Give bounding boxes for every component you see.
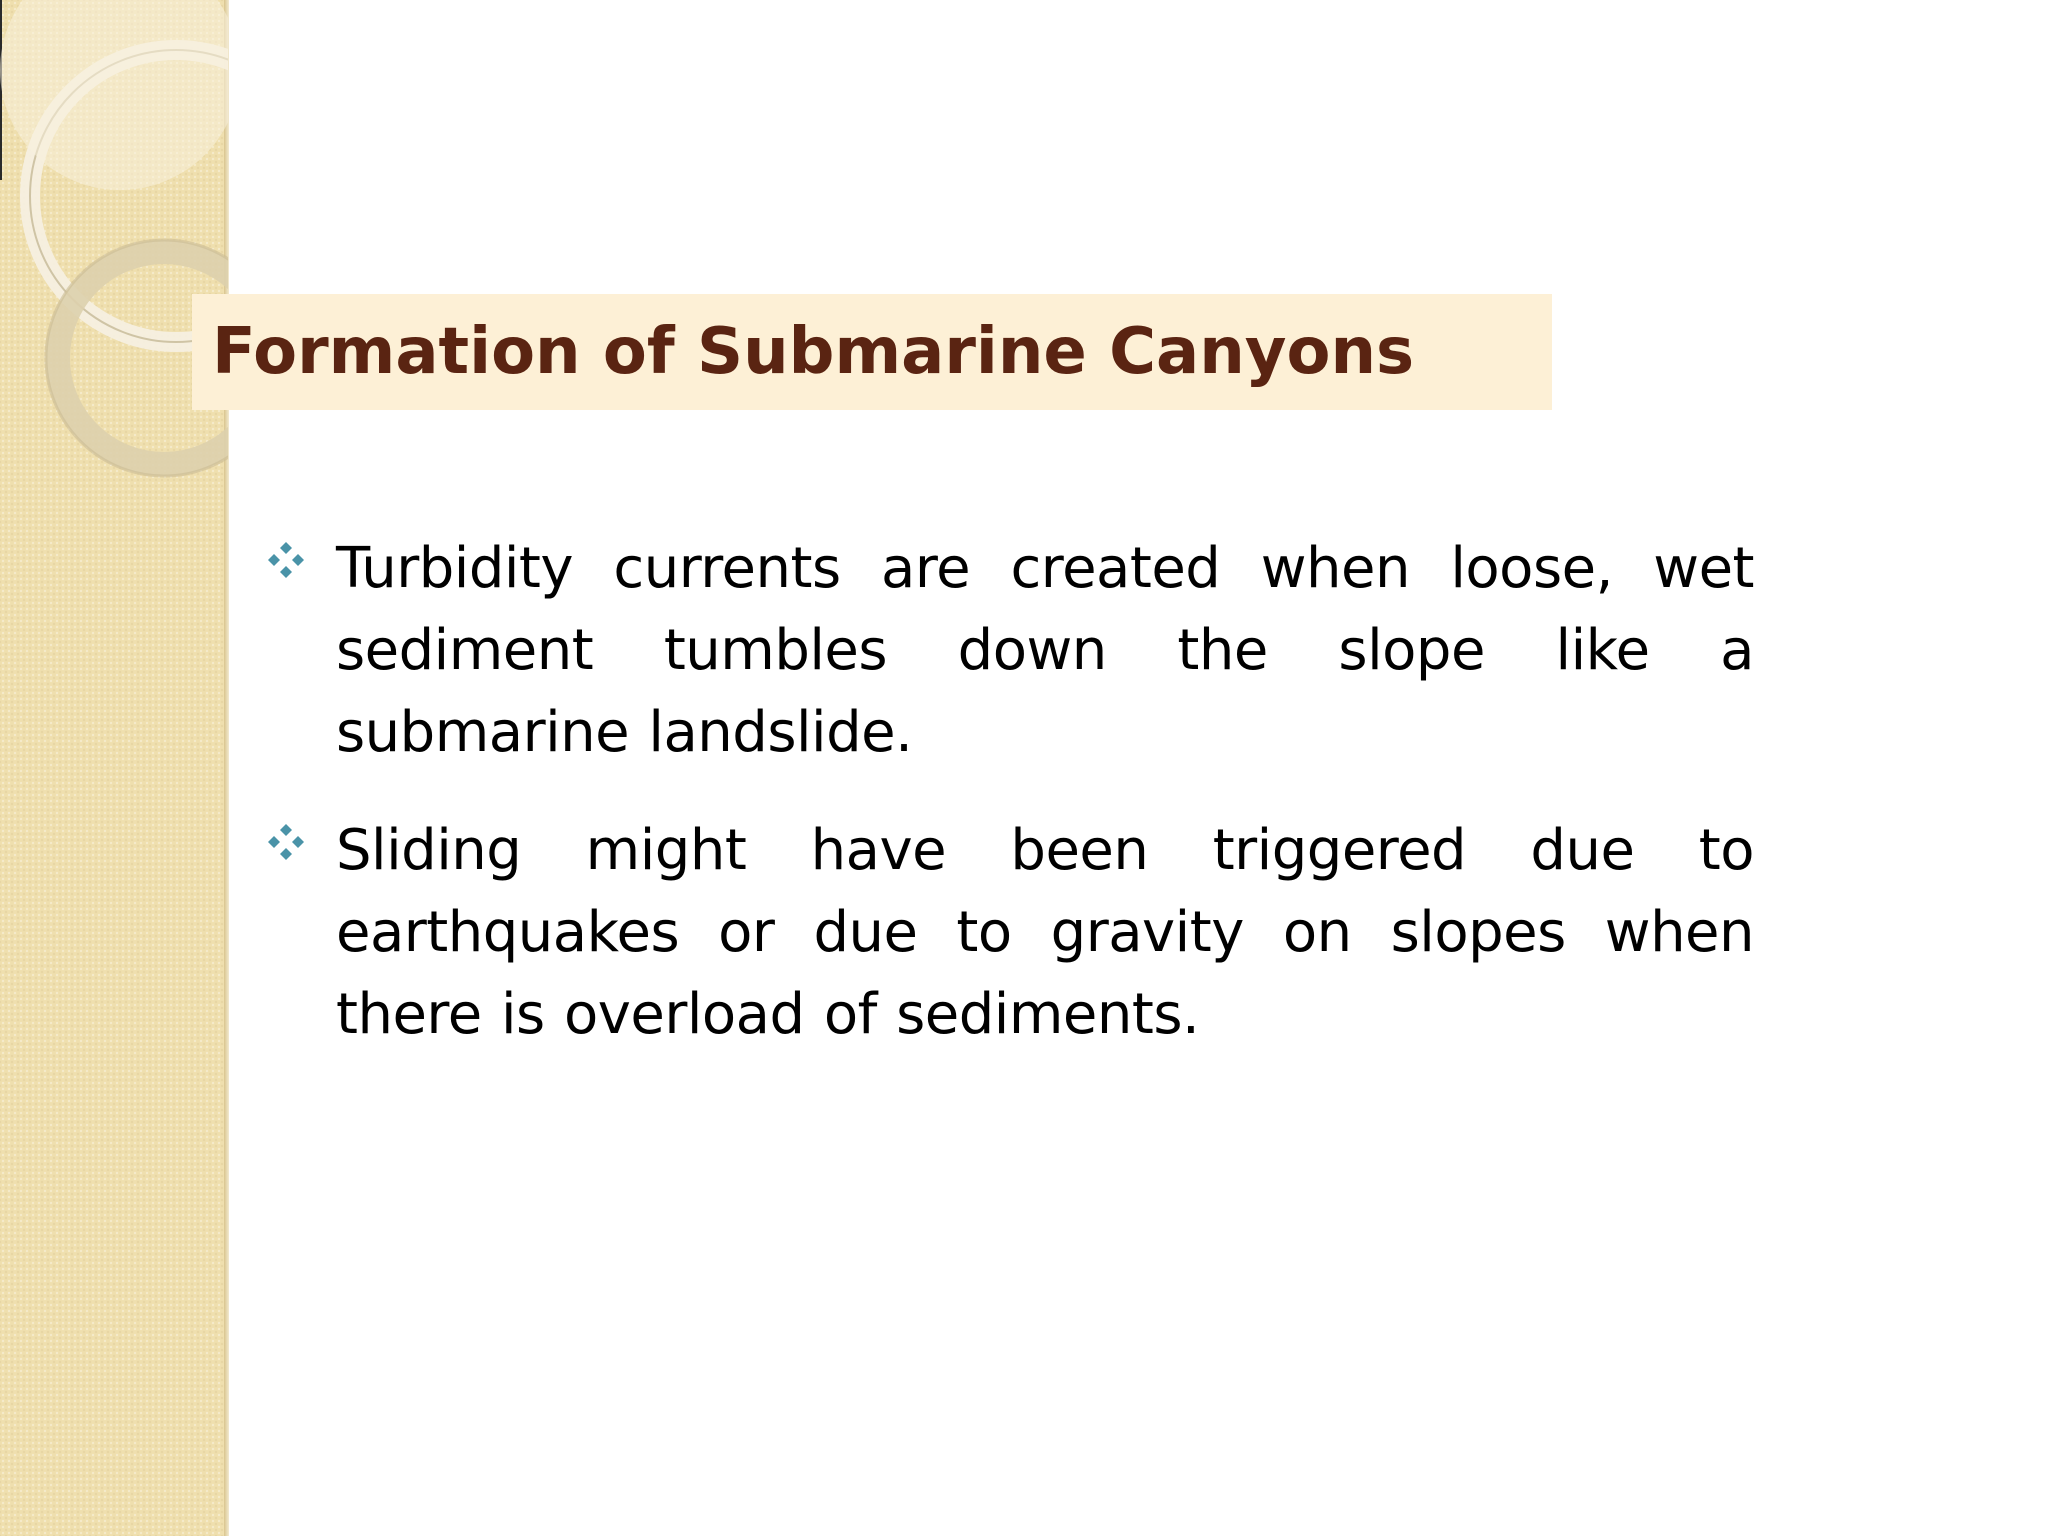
four-diamond-bullet-icon xyxy=(262,528,336,610)
bullet-item xyxy=(262,528,1754,774)
four-diamond-bullet-icon xyxy=(262,810,336,892)
slide-title: Formation of Submarine Canyons xyxy=(212,315,1415,389)
bullet-list xyxy=(262,528,1754,1092)
decorative-rings-graphic xyxy=(0,0,240,520)
bullet-text: Turbidity currents are created when loose, wet sediment tumbles down the slope like a submarine landslide. xyxy=(336,536,1754,765)
bullet-text: Sliding might have been triggered due to earthquakes or due to gravity on slopes when there is overload of sediments. xyxy=(336,818,1754,1047)
bullet-item xyxy=(262,810,1754,1056)
